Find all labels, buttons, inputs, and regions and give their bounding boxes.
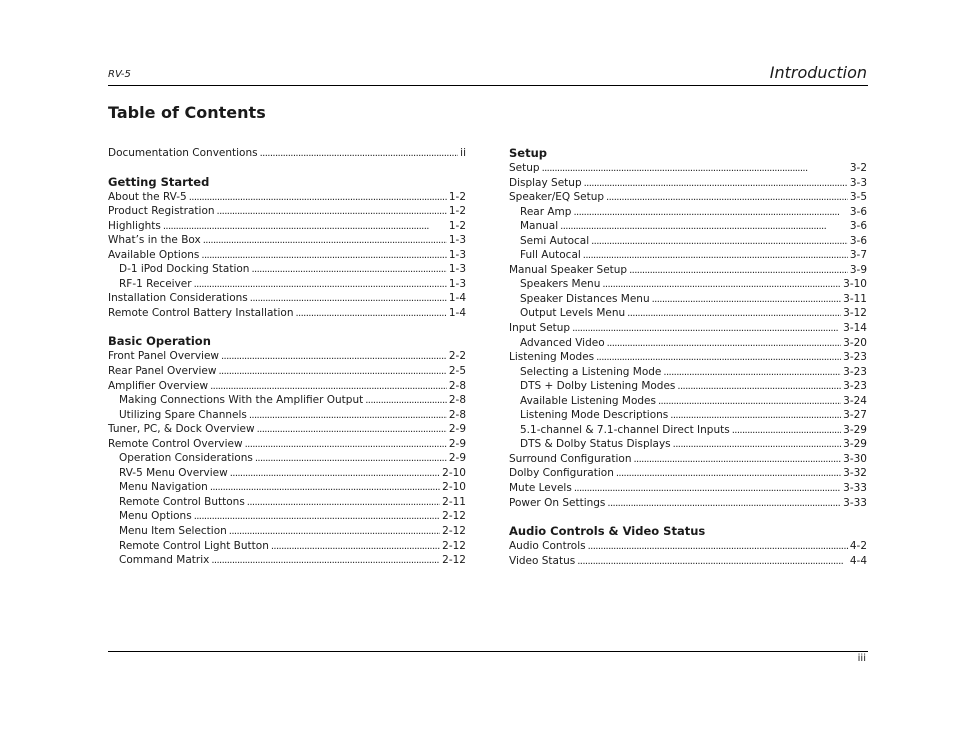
toc-entry-page: 3-14 [843,322,867,335]
toc-entry[interactable] [509,394,867,409]
toc-entry-page: 1-2 [448,219,466,232]
toc-entry[interactable] [509,365,867,380]
toc-entry-title: Listening Modes [509,351,595,364]
toc-entry[interactable] [108,291,466,306]
toc-entry-page: 1-3 [448,263,466,276]
dot-leader [218,365,446,380]
toc-entry-title: RV-5 Menu Overview [119,466,228,479]
dot-leader [591,235,848,250]
toc-entry[interactable] [509,263,867,278]
toc-entry-title: Highlights [108,219,161,232]
dot-leader [211,554,440,569]
toc-section-heading: Setup [509,146,547,160]
toc-entry-page: 3-32 [843,467,867,480]
toc-entry-page: 3-5 [849,191,867,204]
toc-entry-page: 3-29 [843,423,867,436]
toc-entry-title: Speaker Distances Menu [520,292,650,305]
toc-entry[interactable] [108,379,466,394]
toc-entry-title: Power On Settings [509,496,606,509]
dot-leader [251,263,446,278]
toc-entry[interactable] [509,306,867,321]
toc-entry-page: 2-12 [442,539,466,552]
dot-leader [365,394,447,409]
toc-entry-title: Command Matrix [119,554,210,567]
dot-leader [577,555,848,570]
dot-leader [203,234,447,249]
dot-leader [560,220,848,235]
dot-leader [573,206,847,221]
dot-leader [247,496,440,511]
dot-leader [633,453,841,468]
toc-entry[interactable] [108,233,466,248]
toc-entry[interactable] [108,480,466,495]
dot-leader [572,322,841,337]
toc-entry[interactable] [509,321,867,336]
toc-entry[interactable] [108,146,466,161]
toc-entry-page: 1-3 [448,234,466,247]
dot-leader [596,351,841,366]
toc-entry[interactable] [509,336,867,351]
toc-entry-page: 3-33 [843,482,867,495]
toc-entry-page: 2-9 [448,452,466,465]
dot-leader [249,409,447,424]
toc-entry-title: Speaker/EQ Setup [509,191,605,204]
toc-entry[interactable] [108,422,466,437]
dot-leader [230,467,440,482]
dot-leader [229,525,440,540]
toc-entry-page: 3-6 [849,205,867,218]
toc-entry[interactable] [509,481,867,496]
toc-right-column [509,146,867,568]
toc-entry-title: Menu Navigation [119,481,208,494]
toc-entry-page: 2-8 [448,408,466,421]
toc-entry[interactable] [509,350,867,365]
page-number: iii [857,653,866,664]
toc-entry[interactable] [509,437,867,452]
toc-entry-page: 2-9 [448,423,466,436]
dot-leader [194,510,440,525]
toc-entry-page: 3-3 [849,176,867,189]
dot-leader [217,205,447,220]
toc-entry-title: Video Status [509,554,576,567]
toc-entry-title: Dolby Configuration [509,467,614,480]
toc-entry-title: Semi Autocal [520,234,590,247]
toc-entry-title: 5.1-channel & 7.1-channel Direct Inputs [520,423,730,436]
toc-entry-page: 3-7 [849,249,867,262]
toc-entry[interactable] [108,509,466,524]
toc-entry[interactable] [108,219,466,234]
toc-entry-page: 2-10 [442,481,466,494]
toc-entry-title: Full Autocal [520,249,581,262]
dot-leader [271,540,440,555]
toc-entry[interactable] [108,393,466,408]
toc-entry-title: Documentation Conventions [108,147,258,159]
toc-entry[interactable] [108,349,466,364]
toc-entry-title: Front Panel Overview [108,350,219,363]
toc-entry-page: 1-2 [448,205,466,218]
toc-entry-title: Remote Control Overview [108,437,243,450]
toc-entry[interactable] [509,248,867,263]
header-rule [108,85,868,86]
toc-entry-page: 3-27 [843,409,867,422]
dot-leader [588,540,848,555]
toc-entry[interactable] [509,408,867,423]
toc-entry-title: Tuner, PC, & Dock Overview [108,423,255,436]
dot-leader [201,249,446,264]
toc-entry[interactable] [509,539,867,554]
toc-entry[interactable] [509,452,867,467]
toc-entry[interactable] [108,248,466,263]
toc-entry-page: 1-4 [448,292,466,305]
toc-entry[interactable] [108,495,466,510]
dot-leader [260,147,459,162]
dot-leader [627,307,841,322]
toc-entry-page: 3-10 [843,278,867,291]
toc-entry-page: 3-20 [843,336,867,349]
dot-leader [574,482,841,497]
toc-entry-title: Surround Configuration [509,452,632,465]
dot-leader [606,191,848,206]
toc-entry-page: 1-2 [448,190,466,203]
toc-entry-page: 2-12 [442,510,466,523]
toc-entry[interactable] [509,161,867,176]
page-title: Table of Contents [108,103,266,122]
toc-entry-title: Manual [520,220,559,233]
dot-leader [221,350,447,365]
toc-entry[interactable] [108,204,466,219]
toc-entry[interactable] [509,379,867,394]
dot-leader [677,380,841,395]
dot-leader [673,438,842,453]
dot-leader [250,292,447,307]
toc-entry-page: 2-12 [442,525,466,538]
toc-entry-title: Advanced Video [520,336,605,349]
toc-entry-title: Product Registration [108,205,215,218]
toc-entry-title: Display Setup [509,176,582,189]
toc-entry-page: 1-4 [448,306,466,319]
toc-entry-page: 1-3 [448,277,466,290]
toc-left-column [108,146,466,568]
toc-entry-page: 3-29 [843,438,867,451]
toc-entry[interactable] [108,364,466,379]
toc-entry-title: Available Listening Modes [520,394,656,407]
toc-entry-title: Amplifier Overview [108,379,209,392]
toc-entry-page: 2-8 [448,379,466,392]
toc-entry-page: 3-33 [843,496,867,509]
toc-entry[interactable] [108,190,466,205]
toc-entry-page: 3-23 [843,365,867,378]
dot-leader [257,423,447,438]
toc-entry-title: Rear Amp [520,205,572,218]
toc-entry[interactable] [108,277,466,292]
toc-entry-title: What’s in the Box [108,234,201,247]
toc-entry-title: Output Levels Menu [520,307,626,320]
toc-entry-page: 3-6 [849,220,867,233]
toc-entry-page: 3-23 [843,351,867,364]
toc-entry-page: 3-9 [849,263,867,276]
toc-entry[interactable] [509,466,867,481]
toc-entry[interactable] [108,408,466,423]
toc-entry-title: Remote Control Battery Installation [108,306,294,319]
toc-entry-title: About the RV-5 [108,190,187,203]
toc-entry[interactable] [108,437,466,452]
dot-leader [670,409,841,424]
toc-entry[interactable] [509,176,867,191]
dot-leader [652,293,842,308]
toc-entry-page: 3-30 [843,452,867,465]
dot-leader [658,395,841,410]
dot-leader [616,467,841,482]
dot-leader [189,191,447,206]
toc-entry-title: DTS + Dolby Listening Modes [520,380,676,393]
toc-entry[interactable] [509,234,867,249]
dot-leader [629,264,848,279]
toc-entry-page: 3-6 [849,234,867,247]
toc-entry-title: Speakers Menu [520,278,601,291]
toc-entry-title: Remote Control Light Button [119,539,269,552]
toc-entry[interactable] [509,292,867,307]
dot-leader [607,337,842,352]
dot-leader [607,497,841,512]
toc-entry[interactable] [509,277,867,292]
dot-leader [583,249,848,264]
toc-entry-title: Input Setup [509,322,571,335]
toc-entry-title: Mute Levels [509,482,572,495]
toc-entry[interactable] [108,553,466,568]
dot-leader [732,424,841,439]
toc-entry-title: Operation Considerations [119,452,253,465]
toc-entry-page: 2-11 [442,495,466,508]
toc-entry[interactable] [108,262,466,277]
toc-entry-title: Making Connections With the Amplifier Output [119,394,364,407]
toc-entry-page: 3-23 [843,380,867,393]
dot-leader [663,366,841,381]
toc-entry-page: 3-11 [843,292,867,305]
dot-leader [245,438,447,453]
toc-entry-page: 4-2 [849,540,867,553]
toc-entry-title: Menu Item Selection [119,525,227,538]
toc-entry-title: D-1 iPod Docking Station [119,263,250,276]
toc-entry[interactable] [108,466,466,481]
dot-leader [542,162,848,177]
header-model-label: RV-5 [108,69,131,80]
toc-section-heading: Audio Controls & Video Status [509,524,706,539]
toc-entry[interactable] [509,496,867,511]
dot-leader [210,380,447,395]
toc-entry-page: 2-10 [442,466,466,479]
toc-section-heading: Getting Started [108,174,210,189]
toc-entry-page: 2-9 [448,437,466,450]
toc-entry[interactable] [509,190,867,205]
dot-leader [194,278,447,293]
toc-entry-title: Available Options [108,248,200,261]
footer-rule [108,651,868,652]
dot-leader [210,481,440,496]
toc-entry-page: 2-5 [448,365,466,378]
toc-entry-page: 3-24 [843,394,867,407]
toc-entry-page: 2-2 [448,350,466,363]
toc-entry-title: Selecting a Listening Mode [520,365,662,378]
toc-entry[interactable] [509,554,867,569]
toc-entry-page: 1-3 [448,248,466,261]
toc-entry-title: Audio Controls [509,540,586,553]
toc-entry-title: Menu Options [119,510,192,523]
toc-entry-page: 3-2 [849,162,867,174]
toc-entry[interactable] [108,306,466,321]
toc-entry-page: ii [460,147,466,159]
toc-section-heading: Basic Operation [108,334,211,349]
toc-entry-page: 3-12 [843,307,867,320]
toc-entry-title: Installation Considerations [108,292,248,305]
toc-entry-title: Listening Mode Descriptions [520,409,669,422]
toc-entry[interactable] [108,451,466,466]
dot-leader [584,177,848,192]
toc-entry-page: 4-4 [849,554,867,567]
toc-entry-page: 2-12 [442,554,466,567]
toc-entry-title: Rear Panel Overview [108,365,217,378]
toc-entry-title: DTS & Dolby Status Displays [520,438,671,451]
toc-entry[interactable] [108,524,466,539]
toc-entry[interactable] [108,539,466,554]
dot-leader [296,307,447,322]
toc-entry-title: Remote Control Buttons [119,495,245,508]
toc-entry-title: Manual Speaker Setup [509,263,628,276]
dot-leader [255,452,447,467]
header-chapter-title: Introduction [769,63,867,82]
toc-entry[interactable] [509,423,867,438]
toc-entry-title: Utilizing Spare Channels [119,408,247,421]
dot-leader [602,278,841,293]
toc-entry-title: RF-1 Receiver [119,277,192,290]
toc-entry[interactable] [509,205,867,220]
toc-entry-title: Setup [509,162,540,174]
toc-entry-page: 2-8 [448,394,466,407]
toc-entry[interactable] [509,219,867,234]
dot-leader [163,220,447,235]
